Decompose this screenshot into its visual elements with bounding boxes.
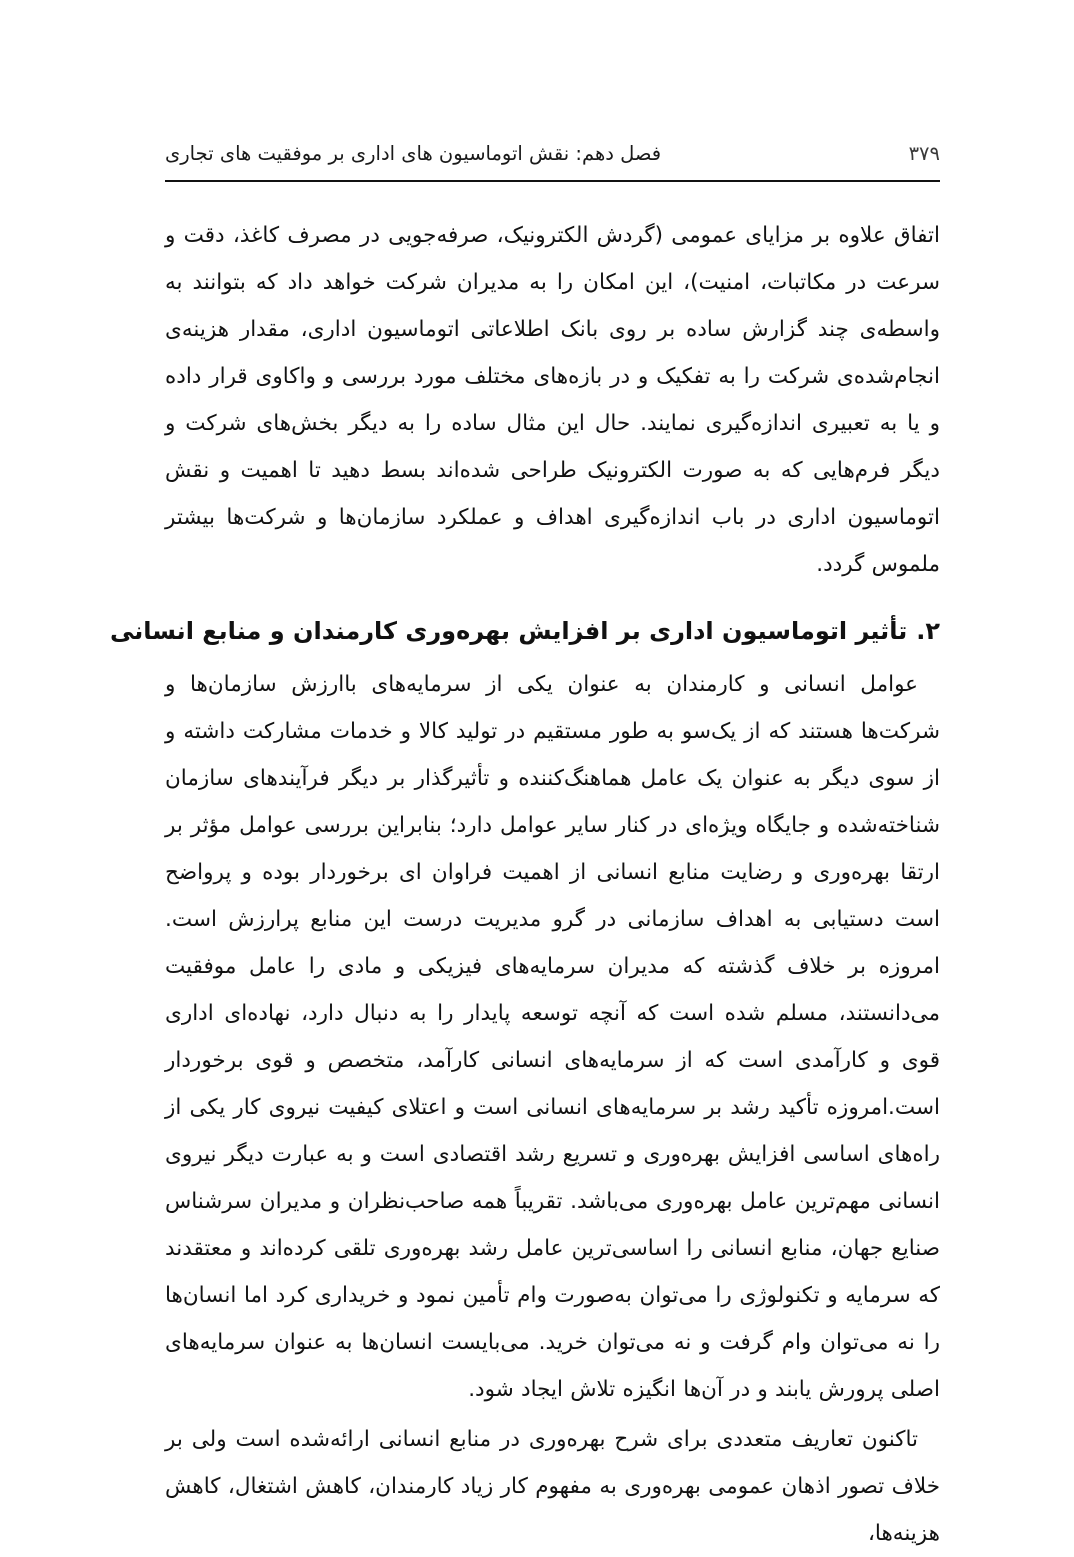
section-heading-2	[109, 615, 940, 647]
running-header	[165, 142, 940, 182]
paragraph-human-resources: عوامل انسانی و کارمندان به عنوان یکی از سرمایه‌های باارزش سازمان‌ها و شرکت‌ها هستند که از یک‌سو به طور مستقیم در تولید کالا و خدمات مشارکت داشته و از سوی دیگر به عنوان یک عامل هماهنگ‌کننده و تأثیرگذار بر دیگر فرآیندهای سازمان شناخته‌شده و جایگاه ویژه‌ای در کنار سایر عوامل دارد؛ بنابراین بررسی عوامل مؤثر بر ارتقا بهره‌وری و رضایت منابع انسانی از اهمیت فراوان ای برخوردار بوده و پرواضح است دستیابی به اهداف سازمانی در گرو مدیریت درست این منابع پرارزش است. امروزه بر خلاف گذشته که مدیران سرمایه‌های فیزیکی و مادی را عامل موفقیت می‌دانستند، مسلم شده است که آنچه توسعه پایدار را به دنبال دارد، نهاده‌ای اداری قوی و کارآمدی است که از سرمایه‌های انسانی کارآمد، متخصص و قوی برخوردار است.امروزه تأکید رشد بر سرمایه‌های انسانی است و اعتلای کیفیت نیروی کار یکی از راه‌های اساسی افزایش بهره‌وری و تسریع رشد اقتصادی است و به عبارت دیگر نیروی انسانی مهم‌ترین عامل بهره‌وری می‌باشد. تقریباً همه صاحب‌نظران و مدیران سرشناس صنایع جهان، منابع انسانی را اساسی‌ترین عامل رشد بهره‌وری تلقی کرده‌اند و معتقدند که سرمایه و تکنولوژی را می‌توان به‌صورت وام تأمین نمود و خریداری کرد اما انسان‌ها را نه می‌توان وام گرفت و نه می‌توان خرید. می‌بایست انسان‌ها به عنوان سرمایه‌های اصلی پرورش یابند و در آن‌ها انگیزه تلاش ایجاد شود.	[165, 672, 940, 1403]
chapter-title: فصل دهم: نقش اتوماسیون های اداری بر موفقیت های تجاری	[165, 142, 662, 165]
paragraph-productivity-definitions: تاکنون تعاریف متعددی برای شرح بهره‌وری در منابع انسانی ارائه‌شده است ولی بر خلاف تصور اذهان عمومی بهره‌وری به مفهوم کار زیاد کارمندان، کاهش اشتغال، کاهش هزینه‌ها،	[165, 1427, 940, 1547]
section-heading-block	[109, 588, 940, 661]
section-title: تأثیر اتوماسیون اداری بر افزایش بهره‌وری کارمندان و منابع انسانی	[109, 617, 908, 645]
section-number: ۲.	[916, 617, 940, 645]
header-divider-rule	[165, 180, 940, 182]
page-number: ۳۷۹	[908, 142, 940, 165]
page-content	[109, 212, 940, 1557]
paragraph-continuation: اتفاق علاوه بر مزایای عمومی (گردش الکترونیک، صرفه‌جویی در مصرف کاغذ، دقت و سرعت در مکاتبات، امنیت)، این امکان را به مدیران شرکت خواهد داد که بتوانند به واسطه‌ی چند گزارش ساده بر روی بانک اطلاعاتی اتوماسیون اداری، مقدار هزینه‌ی انجام‌شده‌ی شرکت را به تفکیک و در بازه‌های مختلف مورد بررسی و واکاوی قرار داده و یا به تعبیری اندازه‌گیری نمایند. حال این مثال ساده را به دیگر بخش‌های شرکت و دیگر فرم‌هایی که به صورت الکترونیک طراحی شده‌اند بسط دهید تا اهمیت و نقش اتوماسیون اداری در باب اندازه‌گیری اهداف و عملکرد سازمان‌ها و شرکت‌ها بیشتر ملموس گردد.	[165, 223, 940, 577]
